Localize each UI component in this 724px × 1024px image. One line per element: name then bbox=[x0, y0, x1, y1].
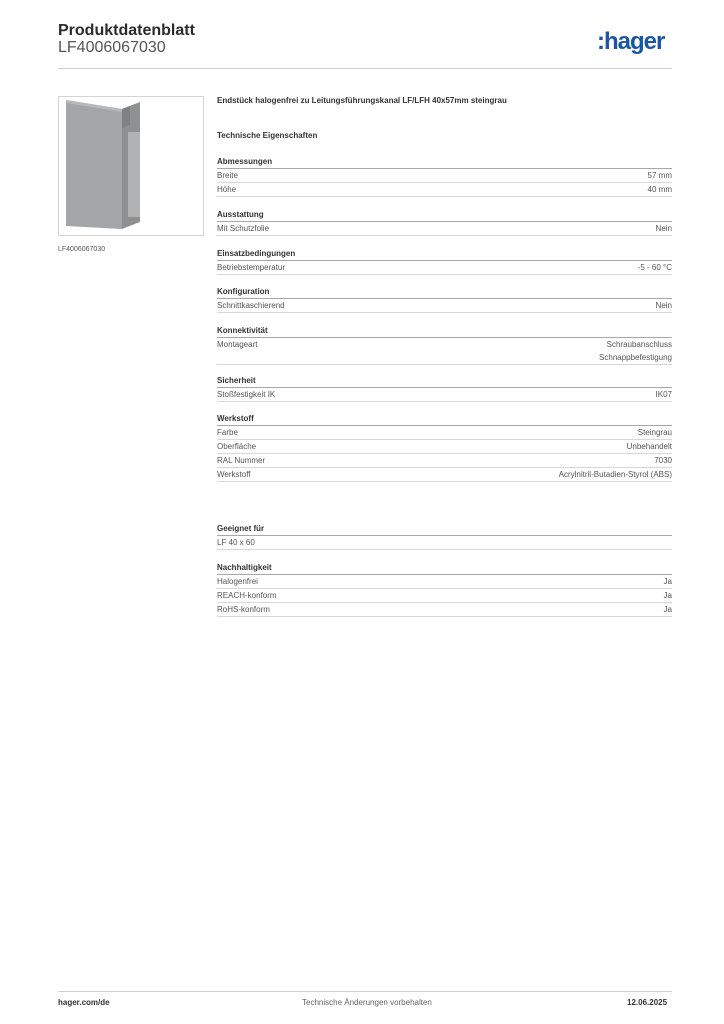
row-label: RoHS-konform bbox=[217, 605, 270, 614]
table-row bbox=[217, 169, 672, 183]
row-label: LF 40 x 60 bbox=[217, 538, 255, 547]
group-title: Sicherheit bbox=[217, 375, 672, 388]
page-title: Produktdatenblatt bbox=[58, 22, 195, 39]
row-value: Acrylnitril-Butadien-Styrol (ABS) bbox=[558, 470, 672, 479]
group-ausstattung bbox=[217, 209, 672, 236]
table-row bbox=[217, 440, 672, 454]
row-value: Unbehandelt bbox=[626, 442, 672, 451]
table-row bbox=[217, 575, 672, 589]
table-row bbox=[217, 222, 672, 236]
row-value: 7030 bbox=[654, 456, 672, 465]
hager-logo bbox=[597, 27, 675, 61]
row-value: Schraubanschluss bbox=[606, 340, 672, 349]
row-label: Montageart bbox=[217, 340, 258, 349]
row-value: Nein bbox=[655, 301, 672, 310]
table-row bbox=[217, 454, 672, 468]
row-label: Farbe bbox=[217, 428, 238, 437]
group-title: Geeignet für bbox=[217, 523, 672, 536]
group-title: Ausstattung bbox=[217, 209, 672, 222]
row-label: Höhe bbox=[217, 185, 237, 194]
table-row bbox=[217, 388, 672, 402]
table-row bbox=[217, 603, 672, 617]
row-label: RAL Nummer bbox=[217, 456, 266, 465]
footer-date: 12.06.2025 bbox=[627, 998, 668, 1007]
group-nachhaltigkeit bbox=[217, 562, 672, 617]
row-value: Schnappbefestigung bbox=[599, 353, 672, 362]
row-value: 57 mm bbox=[647, 171, 672, 180]
row-label: Stoßfestigkeit IK bbox=[217, 390, 276, 399]
product-description: Endstück halogenfrei zu Leitungsführungskanal LF/LFH 40x57mm steingrau bbox=[217, 96, 507, 105]
row-label: Betriebstemperatur bbox=[217, 263, 286, 272]
row-value: Ja bbox=[663, 605, 672, 614]
table-row bbox=[217, 589, 672, 603]
row-value: Steingrau bbox=[637, 428, 672, 437]
end-cap-product-image bbox=[58, 96, 204, 236]
table-row bbox=[217, 299, 672, 313]
row-value: Nein bbox=[655, 224, 672, 233]
group-title: Konfiguration bbox=[217, 286, 672, 299]
row-label: Schnittkaschierend bbox=[217, 301, 285, 310]
logo-text: :hager bbox=[597, 28, 665, 55]
footer-divider bbox=[58, 991, 672, 992]
group-title: Nachhaltigkeit bbox=[217, 562, 672, 575]
group-title: Konnektivität bbox=[217, 325, 672, 338]
table-row bbox=[217, 261, 672, 275]
group-abmessungen bbox=[217, 156, 672, 197]
row-label: Halogenfrei bbox=[217, 577, 258, 586]
group-konnektivitaet bbox=[217, 325, 672, 365]
section-title: Technische Eigenschaften bbox=[217, 131, 318, 140]
group-werkstoff bbox=[217, 413, 672, 482]
row-value: 40 mm bbox=[647, 185, 672, 194]
row-label: Mit Schutzfolie bbox=[217, 224, 270, 233]
table-row bbox=[217, 183, 672, 197]
row-value: IK07 bbox=[655, 390, 672, 399]
footer-website-link[interactable]: hager.com/de bbox=[58, 998, 110, 1007]
footer-notice: Technische Änderungen vorbehalten bbox=[302, 998, 432, 1007]
row-value: Ja bbox=[663, 591, 672, 600]
group-title: Abmessungen bbox=[217, 156, 672, 169]
table-row bbox=[217, 426, 672, 440]
group-title: Werkstoff bbox=[217, 413, 672, 426]
row-label: Oberfläche bbox=[217, 442, 257, 451]
group-einsatzbedingungen bbox=[217, 248, 672, 275]
table-row bbox=[217, 338, 672, 365]
table-row bbox=[217, 468, 672, 482]
group-sicherheit bbox=[217, 375, 672, 402]
row-label: Breite bbox=[217, 171, 238, 180]
group-geeignet-fuer bbox=[217, 523, 672, 550]
table-row bbox=[217, 536, 672, 550]
row-value: Ja bbox=[663, 577, 672, 586]
row-label: REACH-konform bbox=[217, 591, 277, 600]
header-divider bbox=[58, 68, 672, 69]
article-number: LF4006067030 bbox=[58, 39, 166, 56]
group-konfiguration bbox=[217, 286, 672, 313]
group-title: Einsatzbedingungen bbox=[217, 248, 672, 261]
row-value: -5 - 60 °C bbox=[637, 263, 672, 272]
image-caption: LF4006067030 bbox=[58, 246, 106, 253]
row-label: Werkstoff bbox=[217, 470, 251, 479]
